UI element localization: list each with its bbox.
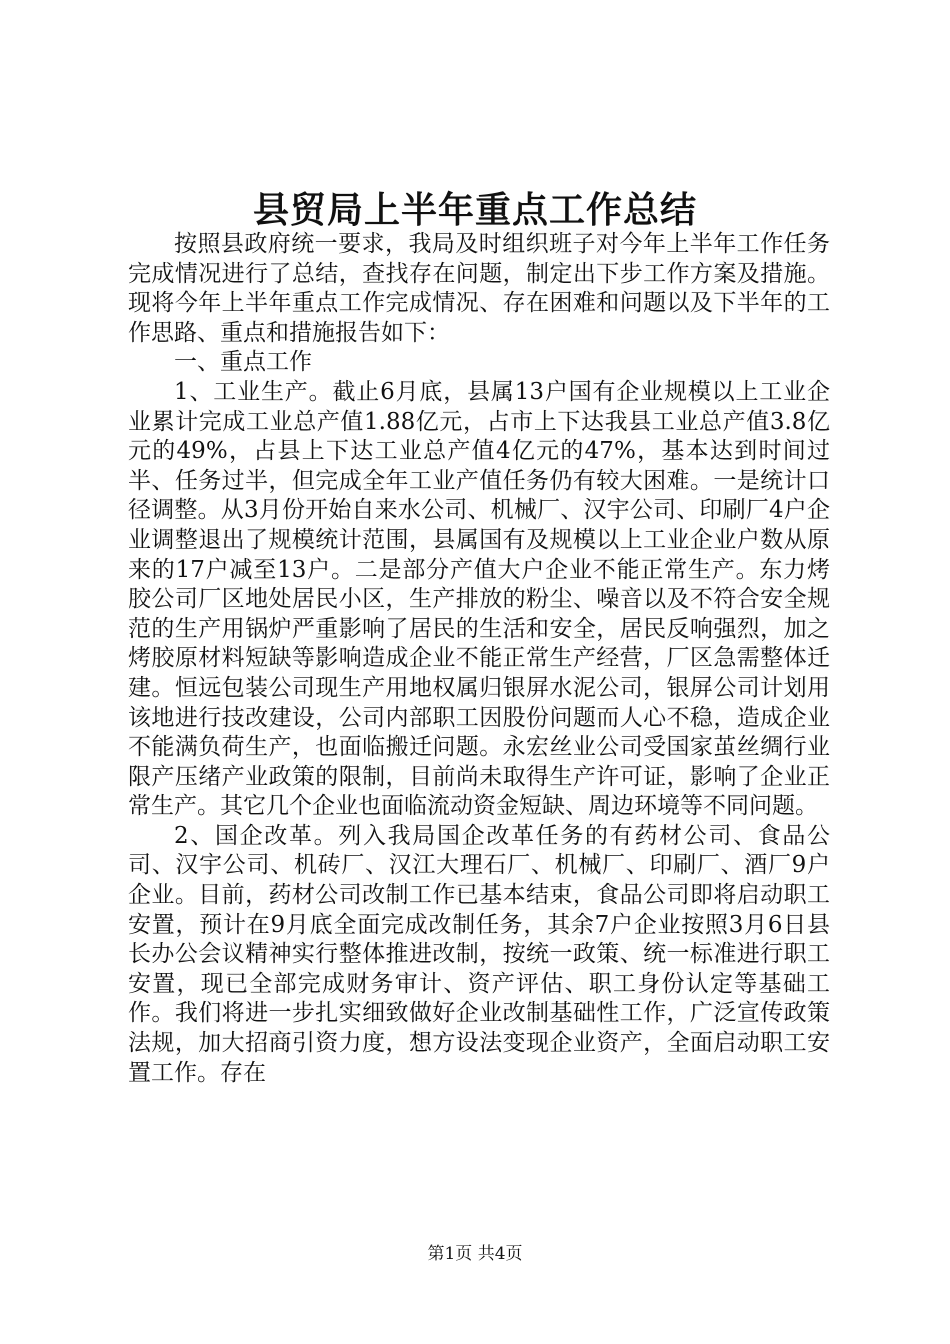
paragraph-soe-reform: 2、国企改革。列入我局国企改革任务的有药材公司、食品公司、汉宇公司、机砖厂、汉江大理石厂、机械厂、印刷厂、酒厂9户企业。目前，药材公司改制工作已基本结束，食品公司即将启动职工安置，预计在9月底全面完成改制任务，其余7户企业按照3月6日县长办公会议精神实行整体推进改制，按统一政策、统一标准进行职工安置，现已全部完成财务审计、资产评估、职工身份认定等基础工作。我们将进一步扎实细致做好企业改制基础性工作，广泛宣传政策法规，加大招商引资力度，想方设法变现企业资产，全面启动职工安置工作。存在	[128, 822, 830, 1086]
paragraph-industrial-production: 1、工业生产。截止6月底，县属13户国有企业规模以上工业企业累计完成工业总产值1.88亿元，占市上下达我县工业总产值3.8亿元的49%，占县上下达工业总产值4亿元的47%，基本达到时间过半、任务过半，但完成全年工业产值任务仍有较大困难。一是统计口径调整。从3月份开始自来水公司、机械厂、汉宇公司、印刷厂4户企业调整退出了规模统计范围，县属国有及规模以上工业企业户数从原来的17户减至13户。二是部分产值大户企业不能正常生产。东力烤胶公司厂区地处居民小区，生产排放的粉尘、噪音以及不符合安全规范的生产用锅炉严重影响了居民的生活和安全，居民反响强烈，加之烤胶原材料短缺等影响造成企业不能正常生产经营，厂区急需整体迁建。恒远包装公司现生产用地权属归银屏水泥公司，银屏公司计划用该地进行技改建设，公司内部职工因股份问题而人心不稳，造成企业不能满负荷生产，也面临搬迁问题。永宏丝业公司受国家茧丝绸行业限产压绪产业政策的限制，目前尚未取得生产许可证，影响了企业正常生产。其它几个企业也面临流动资金短缺、周边环境等不同问题。	[128, 378, 830, 820]
document-title: 县贸局上半年重点工作总结	[252, 189, 697, 231]
page-footer: 第1页 共4页	[427, 1244, 523, 1264]
document-body	[128, 230, 830, 1088]
paragraph-intro: 按照县政府统一要求，我局及时组织班子对今年上半年工作任务完成情况进行了总结，查找存在问题，制定出下步工作方案及措施。现将今年上半年重点工作完成情况、存在困难和问题以及下半年的工作思路、重点和措施报告如下：	[128, 231, 830, 346]
section-heading-key-work: 一、重点工作	[174, 349, 312, 376]
